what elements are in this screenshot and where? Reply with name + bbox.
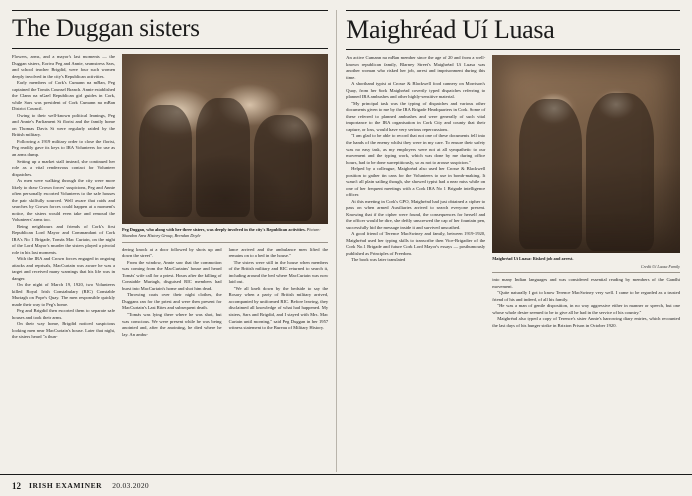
right-photo-column xyxy=(492,55,680,329)
headline-rule-top xyxy=(12,10,328,11)
left-column-2 xyxy=(122,247,222,338)
paragraph: The book was later translated xyxy=(351,257,406,263)
paragraph: An active Cumann na mBan member since the age of 20 and from a well-known republican family, Blarney Street's Maighréad Uí Luasa was another woman who risked her job, arrest and imprisonment during this time. xyxy=(346,55,486,80)
paragraph: Maighréad also typed a copy of Terence's sister Annie's harrowing diary entries, which recounted the last days of his hunger strike in Brixton Prison in October 1920. xyxy=(492,316,680,328)
paragraph: dering knock at a door followed by shots up and down the street". xyxy=(122,246,222,259)
paragraph: "We all knelt down by the bedside to say the Rosary when a party of British military arrived, accompanied by uniformed RIC. Before leaving, they disclaimed all knowledge of what had happened. My sisters, Sars and Brigdid, and I stayed with Mrs. Mac Curtain until morning," said Peg Duggan in her 1957 witness statement to the Bureau of Military History. xyxy=(228,285,329,331)
paragraph: Early members of Cork's Cumann na mBan, Peg captained the Tomás Counsel Branch. Annie established the Clann na nGael Republican girl guides in Cork, while Sars was president of Cork Cumann na mBan District Council. xyxy=(12,80,116,112)
paragraph: Throwing coats over their night clothes, the Duggans ran for the priest and were then present for MacCurtain's Last Rites and subsequent death. xyxy=(122,292,222,311)
page-spread xyxy=(12,10,680,472)
masthead: IRISH EXAMINER xyxy=(29,481,103,490)
publication-date: 20.03.2020 xyxy=(112,481,149,490)
paragraph: As men were walking through the city were more likely to draw Crown forces' suspicions, Peg and Annie often personally escorted Volunteers to the safe houses the pair skilfully sourced. Well aware that raids and searches by Crown forces could happen at a moment's notice, the sisters would even take and remoud the Volunteers' arms too. xyxy=(12,178,116,223)
paragraph: Helped by a colleague, Maighréad also used her Crosse & Blackwell position to gather tin cans for the Volunteers to use in bomb-making. It wasn't all plain sailing though, she showed typist had a near miss while on one of her frequent meetings with a Cork IRA No 1 Brigade intelligence officer. xyxy=(346,166,486,198)
right-article-headline: Maighréad Uí Luasa xyxy=(346,15,555,44)
maighread-photo-caption: Maighréad Uí Luasa: Risked job and arrest. xyxy=(492,256,574,262)
paragraph: lance arrived and the ambulance men lifted the remains on to a bed in the house." xyxy=(228,246,329,259)
paragraph: The sisters were still in the house when members of the British military and RIC returned to search it, including around the bed where MacCurtain was now laid out. xyxy=(228,259,329,285)
headline-rule-top xyxy=(346,10,680,11)
caption-rule xyxy=(492,272,680,273)
duggan-photo-caption xyxy=(122,227,328,239)
paragraph: With the IRA and Crown forces engaged in ongoing attacks and reprisals, MacCurtain was aware he was a target and received many warnings that his life was in danger. xyxy=(12,256,116,281)
left-column-1 xyxy=(12,54,115,341)
left-article xyxy=(12,10,337,472)
paragraph: Setting up a market stall instead, she continued her role as a vital rendezvous contact for Volunteer dispatches. xyxy=(12,158,116,177)
paragraph: Peg and Brigdid then escorted them to separate safe houses and took their arms. xyxy=(12,308,116,320)
caption-credit: Picture: Shandon Area History Group, Brendan Doyle xyxy=(122,227,321,239)
paragraph: On the night of March 19, 1920, two Volunteers killed Royal Irish Constabulary (RIC) Constable Murtagh on Pope's Quay. The men responsible quickly made their way to Peg's home. xyxy=(12,282,116,307)
paragraph: From the window, Annie saw that the commotion was coming from the MacCurtains' house and heard Tomás' wife call for a priest. Hours after the killing of Constable Murtagh, disguised RIC members had burst into MacCurtain's home and shot him dead. xyxy=(122,259,222,291)
left-article-headline: The Duggan sisters xyxy=(12,15,200,42)
left-photo-and-columns xyxy=(122,54,328,341)
duggan-sisters-photo xyxy=(122,54,328,224)
caption-rule xyxy=(122,242,328,243)
right-article xyxy=(337,10,680,472)
paragraph: Owing to their well-known political leanings, Peg and Annie's Parliament St florist and the family home on Thomas Davis St were regularly raided by the British military. xyxy=(12,112,116,138)
caption-text: Peg Duggan, who along with her three sisters, was deeply involved in the city's Republican activities. xyxy=(122,227,306,233)
maighread-ui-luasa-photo xyxy=(492,55,680,253)
paragraph: At this meeting in Cork's GPO, Maighréad had just obtained a cipher to pass on when armed Auxiliaries arrived to search everyone present. Knowing that if the cipher were found, the consequences for herself and the officer would be dire, she deftly unscrewed the cap of her fountain pen, successfully hid the message inside it and survived unscathed. xyxy=(346,198,486,230)
headline-rule-bottom xyxy=(12,48,328,49)
maighread-photo-credit: Credit Uí Luasa Family xyxy=(640,264,680,270)
paragraph: A shorthand typist at Crosse & Blackwell food cannery on Morrison's Quay, from her 6ork Maighréad covertly typed dispatches referring to planned IRA ambushes and other highly-sensitive material. xyxy=(346,81,486,100)
page-number: 12 xyxy=(12,480,21,491)
left-article-columns xyxy=(12,54,328,341)
paragraph: A good friend of Terence MacSwiney and family, between 1919-1920, Maighréad used her typing skills to transcribe then Vice-Brigadier of the Cork No.1 Brigade and future Cork Lord Mayor's essays — posthumously published as Principles of Freedom. xyxy=(346,231,486,256)
paragraph: Flowers, arms, and a mayor's last moments — the Duggan sisters, Eoriva Peg and Annie, seamstress Sars, and school teacher Brigdid, were four such women deeply involved in the city's Republican activities. xyxy=(12,54,116,79)
right-column-1 xyxy=(346,55,485,329)
paragraph: "My principal task was the typing of dispatches and various other documents given to me by the IRA Brigade Headquarters in Cork. Some of these referred to planned ambushes and were generally of such vital importance to the IRA organisation in Cork City and county that their capture, or loss, would have very serious repercussions. xyxy=(346,100,486,132)
right-column-2-text xyxy=(492,277,680,329)
paragraph: "He was a man of gentle disposition, in no way aggressive either in manner or speech, but one whose whole desire seemed to be to give all he had in the service of his country." xyxy=(492,303,680,315)
page-footer xyxy=(0,474,692,496)
paragraph: "Tomás was lying there where he was shot, but was conscious. We were present while he was being anointed and, after the anointing, he died where he lay. An ambu- xyxy=(122,312,222,337)
right-article-columns xyxy=(346,55,680,329)
paragraph: Following a 1919 military order to close the florist, Peg readily gave its keys to IRA Volunteers for use as an arms dump. xyxy=(12,138,116,157)
paragraph: "I am glad to be able to record that not one of these documents fell into the hands of the enemy whilst they were in my care. To ensure their safety was no easy task, as my employers were not at all sympathetic to our movement and the typing work, which was done by me during office hours, had to be done surreptitiously, so as not to arouse suspicion." xyxy=(346,133,486,165)
left-lower-columns xyxy=(122,247,328,338)
paragraph: Being neighbours and friends of Cork's first Republican Lord Mayor and Commandant of Cork IRA's No 1 Brigade, Tomás Mac Curtain, on the night of the Lord Mayor's murder the sisters played a pivotal role in his last moments. xyxy=(12,223,116,255)
left-column-3 xyxy=(229,247,329,338)
headline-rule-bottom xyxy=(346,49,680,50)
paragraph: into many Indian languages and was considered essential reading by members of the Gandhi movement. xyxy=(492,277,680,289)
paragraph: On their way home, Brigdid noticed suspicious looking men near MacCurtain's house. Later that night, the sisters heard "a thun- xyxy=(12,321,116,340)
paragraph: "Quite naturally I got to know Terence MacSwiney very well. I came to be regarded as a trusted friend of his and indeed, of all his family. xyxy=(492,290,680,302)
